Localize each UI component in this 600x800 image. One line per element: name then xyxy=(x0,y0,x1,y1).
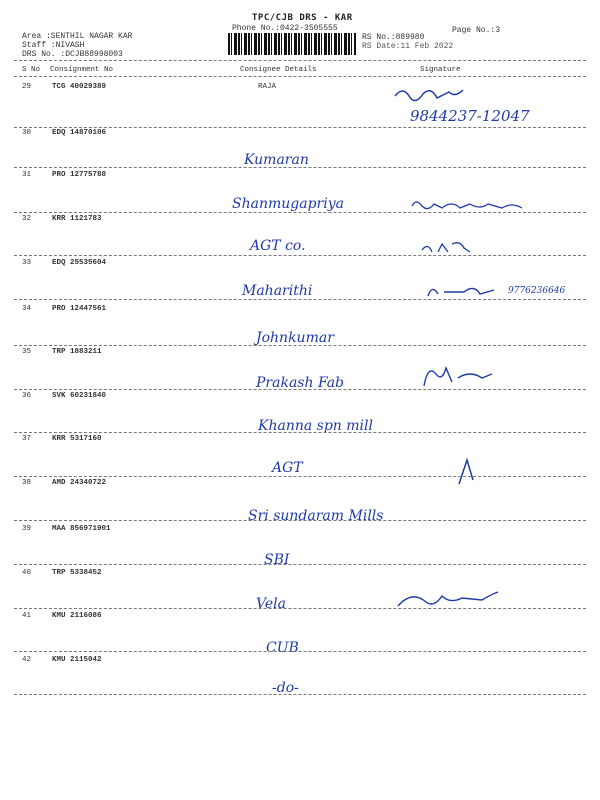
row-sno: 42 xyxy=(22,656,32,664)
row-consignment: EDQ 14870106 xyxy=(52,129,107,137)
row-consignment: KMU 2116086 xyxy=(52,612,102,620)
handwritten-consignee: Vela xyxy=(256,596,286,612)
row-divider xyxy=(14,476,586,477)
row-consignment: AMD 24340722 xyxy=(52,479,107,487)
row-divider xyxy=(14,694,586,695)
row-consignment: KRR 1121783 xyxy=(52,215,102,223)
row-sno: 40 xyxy=(22,569,32,577)
handwritten-consignee: Johnkumar xyxy=(256,330,334,346)
document-title: TPC/CJB DRS - KAR xyxy=(252,13,353,23)
col-signature: Signature xyxy=(420,66,461,74)
row-sno: 32 xyxy=(22,215,32,223)
row-divider xyxy=(14,299,586,300)
row-sno: 31 xyxy=(22,171,32,179)
drs-number: DRS No. :DCJB88998003 xyxy=(22,50,123,59)
rs-date: RS Date:11 Feb 2022 xyxy=(362,42,454,51)
area-label: Area :SENTHIL NAGAR KAR xyxy=(22,32,133,41)
row-sno: 41 xyxy=(22,612,32,620)
row-consignment: SVK 60231840 xyxy=(52,392,107,400)
handwritten-consignee: Kumaran xyxy=(244,152,309,168)
signature-scribble xyxy=(418,238,478,260)
row-sno: 33 xyxy=(22,259,32,267)
handwritten-consignee: SBI xyxy=(264,552,290,568)
barcode-image xyxy=(228,33,356,55)
signature-note: 9844237-12047 xyxy=(410,107,530,125)
row-consignee: RAJA xyxy=(258,83,277,91)
row-divider xyxy=(14,520,586,521)
column-divider xyxy=(14,76,586,77)
row-divider xyxy=(14,651,586,652)
handwritten-consignee: CUB xyxy=(266,640,299,656)
row-consignment: TRP 1883211 xyxy=(52,348,102,356)
row-divider xyxy=(14,564,586,565)
row-consignment: MAA 856971901 xyxy=(52,525,111,533)
row-divider xyxy=(14,608,586,609)
row-sno: 38 xyxy=(22,479,32,487)
row-sno: 36 xyxy=(22,392,32,400)
row-divider xyxy=(14,167,586,168)
row-consignment: TCG 40029389 xyxy=(52,83,107,91)
handwritten-consignee: -do- xyxy=(272,680,299,696)
row-divider xyxy=(14,255,586,256)
signature-scribble xyxy=(392,584,502,614)
row-sno: 39 xyxy=(22,525,32,533)
col-consignment: Consignment No xyxy=(50,66,114,74)
signature-scribble xyxy=(418,360,498,390)
handwritten-consignee: Prakash Fab xyxy=(256,375,345,391)
row-consignment: PRO 12447561 xyxy=(52,305,107,313)
row-sno: 29 xyxy=(22,83,32,91)
row-consignment: EDQ 25535604 xyxy=(52,259,107,267)
row-sno: 34 xyxy=(22,305,32,313)
handwritten-consignee: Maharithi xyxy=(242,283,313,299)
rs-number: RS No.:889980 xyxy=(362,33,425,42)
signature-scribble xyxy=(408,196,528,216)
row-consignment: PRO 12775788 xyxy=(52,171,107,179)
staff-label: Staff :NIVASH xyxy=(22,41,85,50)
handwritten-consignee: Shanmugapriya xyxy=(232,196,344,212)
handwritten-consignee: AGT co. xyxy=(250,238,306,254)
page-number: Page No.:3 xyxy=(452,26,501,35)
signature-scribble xyxy=(424,280,504,304)
col-consignee: Consignee Details xyxy=(240,66,317,74)
header-divider xyxy=(14,60,586,61)
phone-number: Phone No.:0422-3505555 xyxy=(232,24,338,33)
signature-scribble xyxy=(393,84,473,106)
handwritten-consignee: AGT xyxy=(272,460,303,476)
row-divider xyxy=(14,389,586,390)
handwritten-consignee: Khanna spn mill xyxy=(258,418,373,434)
row-consignment: KRR 5317160 xyxy=(52,435,102,443)
row-divider xyxy=(14,345,586,346)
row-consignment: TRP 5338452 xyxy=(52,569,102,577)
row-consignment: KMU 2115042 xyxy=(52,656,102,664)
signature-scribble xyxy=(455,456,479,486)
row-divider xyxy=(14,432,586,433)
row-sno: 35 xyxy=(22,348,32,356)
handwritten-consignee: Sri sundaram Mills xyxy=(248,508,384,524)
row-divider xyxy=(14,212,586,213)
signature-note: 9776236646 xyxy=(508,286,566,296)
col-sno: S No xyxy=(22,66,41,74)
row-sno: 30 xyxy=(22,129,32,137)
row-divider xyxy=(14,127,586,128)
row-sno: 37 xyxy=(22,435,32,443)
